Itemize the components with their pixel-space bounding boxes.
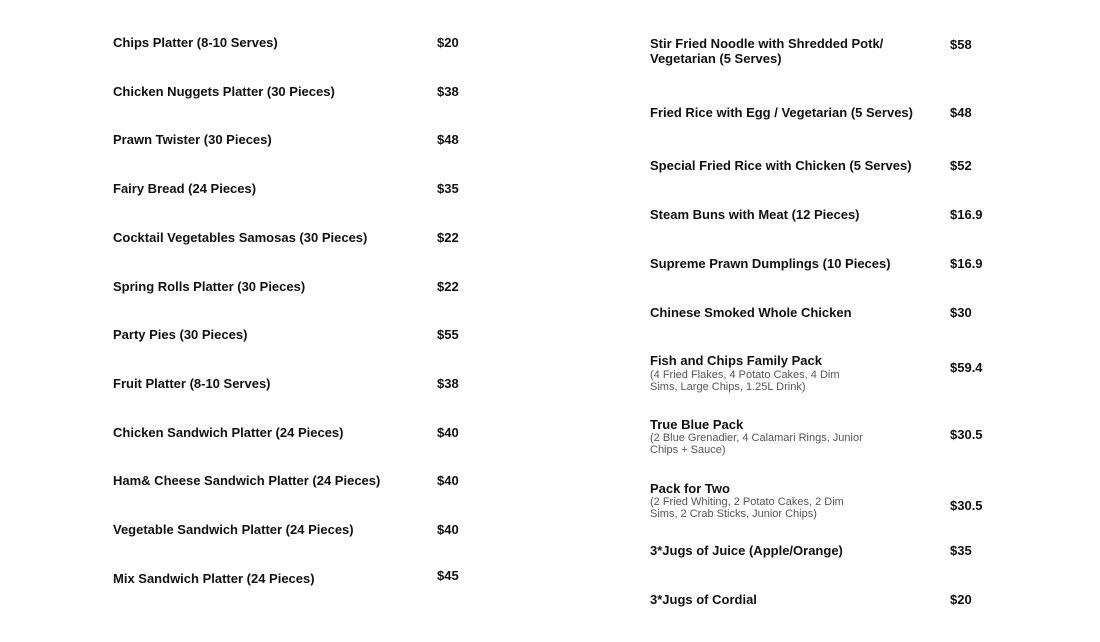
menu-item-price: $22 bbox=[437, 230, 459, 245]
menu-item-name: Stir Fried Noodle with Shredded Potk/ Vegetarian (5 Serves) bbox=[650, 36, 884, 66]
menu-item-name: Prawn Twister (30 Pieces) bbox=[113, 132, 272, 147]
menu-item-price: $48 bbox=[437, 132, 459, 147]
menu-item-name: Fruit Platter (8-10 Serves) bbox=[113, 376, 271, 391]
menu-item-name: Mix Sandwich Platter (24 Pieces) bbox=[113, 571, 315, 586]
menu-item-name: 3*Jugs of Juice (Apple/Orange) bbox=[650, 543, 843, 558]
menu-item-name: Chicken Sandwich Platter (24 Pieces) bbox=[113, 425, 344, 440]
menu-item-price: $52 bbox=[950, 158, 972, 173]
menu-item-description: (2 Blue Grenadier, 4 Calamari Rings, Junior Chips + Sauce) bbox=[650, 432, 863, 456]
menu-item-name: Special Fried Rice with Chicken (5 Serves) bbox=[650, 158, 912, 173]
menu-item-name: Fish and Chips Family Pack bbox=[650, 353, 822, 368]
menu-item-name: Cocktail Vegetables Samosas (30 Pieces) bbox=[113, 230, 368, 245]
menu-item-price: $16.9 bbox=[950, 256, 983, 271]
menu-item-price: $38 bbox=[437, 376, 459, 391]
menu-item-name: Fairy Bread (24 Pieces) bbox=[113, 181, 257, 196]
menu-item-price: $58 bbox=[950, 37, 972, 52]
menu-item-name: Chicken Nuggets Platter (30 Pieces) bbox=[113, 84, 335, 99]
menu-item-price: $59.4 bbox=[950, 360, 983, 375]
menu-item-name: True Blue Pack bbox=[650, 417, 744, 432]
menu-item-name: Supreme Prawn Dumplings (10 Pieces) bbox=[650, 256, 891, 271]
menu-item-price: $20 bbox=[950, 592, 972, 607]
menu-item-name: 3*Jugs of Cordial bbox=[650, 592, 757, 607]
menu-item-price: $38 bbox=[437, 84, 459, 99]
menu-item-description: (2 Fried Whiting, 2 Potato Cakes, 2 Dim Sims, 2 Crab Sticks, Junior Chips) bbox=[650, 496, 844, 520]
menu-item-name: Pack for Two bbox=[650, 481, 730, 496]
menu-item-name: Chips Platter (8-10 Serves) bbox=[113, 35, 278, 50]
menu-item-price: $16.9 bbox=[950, 207, 983, 222]
menu-item-price: $48 bbox=[950, 105, 972, 120]
menu-item-price: $20 bbox=[437, 35, 459, 50]
menu-item-name: Steam Buns with Meat (12 Pieces) bbox=[650, 207, 860, 222]
menu-item-price: $55 bbox=[437, 327, 459, 342]
menu-item-name: Vegetable Sandwich Platter (24 Pieces) bbox=[113, 522, 354, 537]
menu-item-price: $30.5 bbox=[950, 427, 983, 442]
menu-item-price: $40 bbox=[437, 425, 459, 440]
menu-item-name: Party Pies (30 Pieces) bbox=[113, 327, 248, 342]
menu-item-price: $45 bbox=[437, 568, 459, 583]
menu-item-name: Chinese Smoked Whole Chicken bbox=[650, 305, 852, 320]
menu-item-price: $35 bbox=[437, 181, 459, 196]
menu-item-name: Ham& Cheese Sandwich Platter (24 Pieces) bbox=[113, 473, 381, 488]
menu-item-name: Fried Rice with Egg / Vegetarian (5 Serves) bbox=[650, 105, 913, 120]
menu-item-price: $35 bbox=[950, 543, 972, 558]
menu-item-price: $40 bbox=[437, 473, 459, 488]
menu-item-price: $22 bbox=[437, 279, 459, 294]
menu-item-price: $30 bbox=[950, 305, 972, 320]
menu-item-name: Spring Rolls Platter (30 Pieces) bbox=[113, 279, 306, 294]
menu-item-description: (4 Fried Flakes, 4 Potato Cakes, 4 Dim Sims, Large Chips, 1.25L Drink) bbox=[650, 369, 840, 393]
menu-item-price: $40 bbox=[437, 522, 459, 537]
menu-item-price: $30.5 bbox=[950, 498, 983, 513]
